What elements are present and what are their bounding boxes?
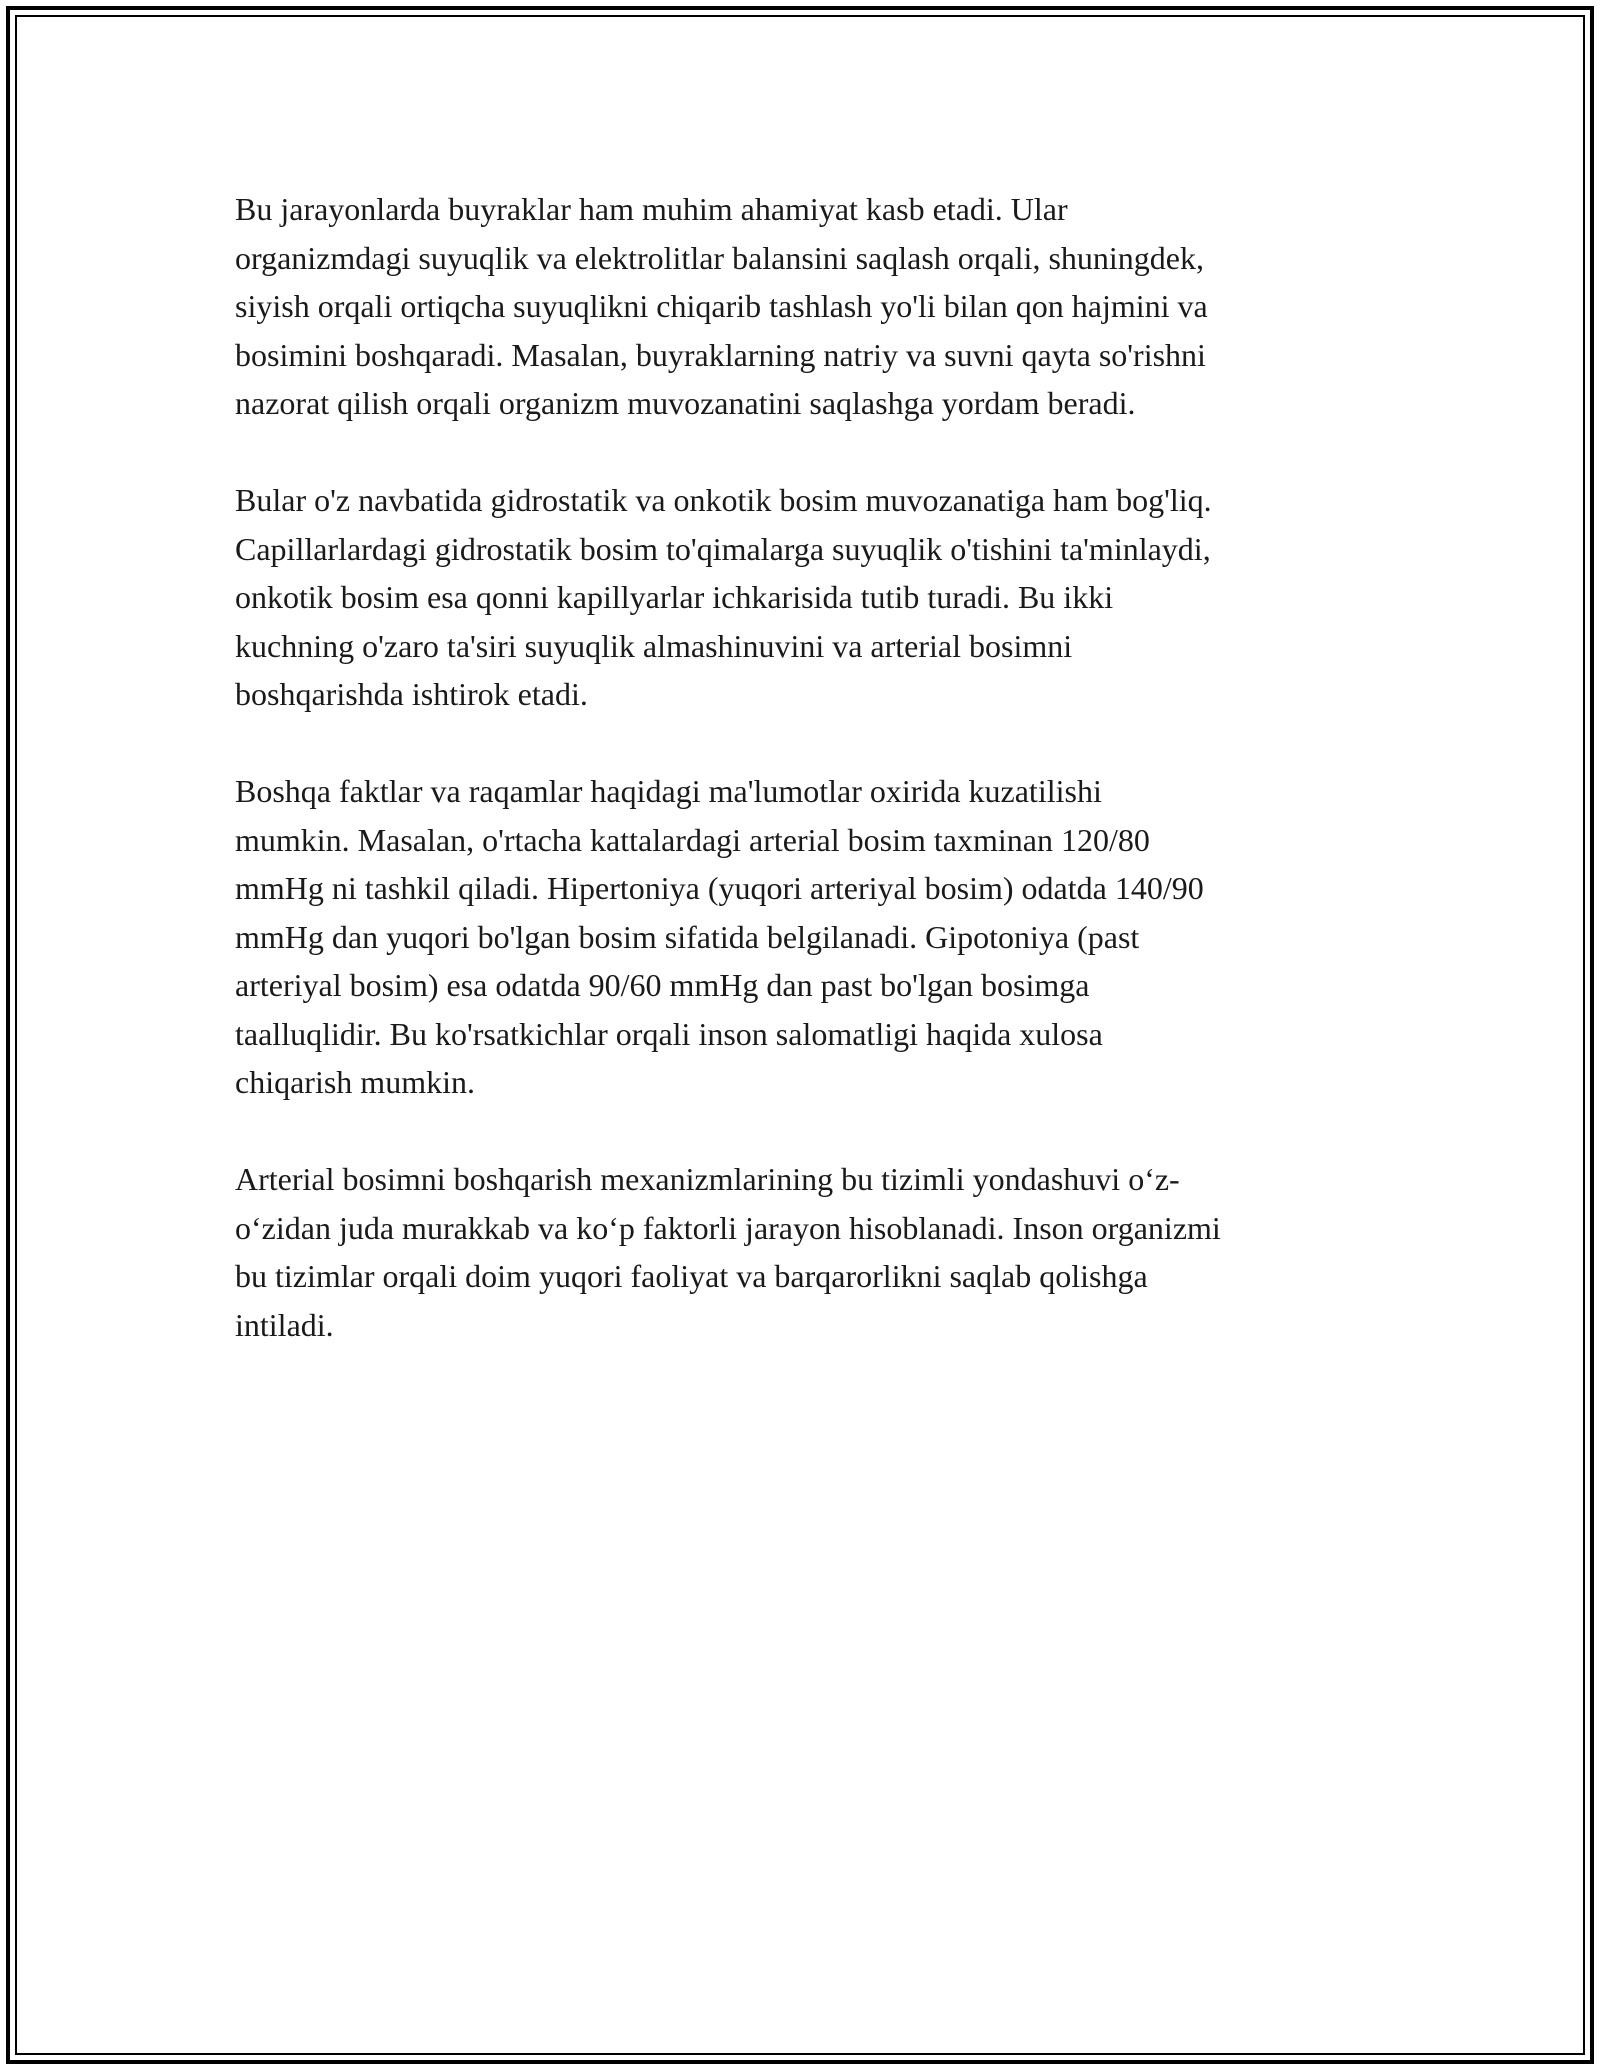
paragraph-facts-figures: Boshqa faktlar va raqamlar haqidagi ma'lumotlar oxirida kuzatilishi mumkin. Masalan, o'rtacha kattalardagi arterial bosim taxminan 120/80 mmHg ni tashkil qiladi. Hipertoniya (yuqori arteriyal bosim) odatda 140/90 mmHg dan yuqori bo'lgan bosim sifatida belgilanadi. Gipotoniya (past arteriyal bosim) esa odatda 90/60 mmHg dan past bo'lgan bosimga taalluqlidir. Bu ko'rsatkichlar orqali inson salomatligi haqida xulosa chiqarish mumkin.	[235, 773, 1204, 1100]
paragraph-pressure-balance: Bular o'z navbatida gidrostatik va onkotik bosim muvozanatiga ham bog'liq. Capillarlardagi gidrostatik bosim to'qimalarga suyuqlik o'tishini ta'minlaydi, onkotik bosim esa qonni kapillyarlar ichkarisida tutib turadi. Bu ikki kuchning o'zaro ta'siri suyuqlik almashinuvini va arterial bosimni boshqarishda ishtirok etadi.	[235, 482, 1212, 712]
paragraph-conclusion: Arterial bosimni boshqarish mexanizmlarining bu tizimli yondashuvi o‘z- o‘zidan juda murakkab va ko‘p faktorli jarayon hisoblanadi. Inson organizmi bu tizimlar orqali doim yuqori faoliyat va barqarorlikni saqlab qolishga intiladi.	[235, 1161, 1221, 1343]
document-body	[235, 185, 1375, 1349]
paragraph-kidneys: Bu jarayonlarda buyraklar ham muhim ahamiyat kasb etadi. Ular organizmdagi suyuqlik va elektrolitlar balansini saqlash orqali, shuningdek, siyish orqali ortiqcha suyuqlikni chiqarib tashlash yo'li bilan qon hajmini va bosimini boshqaradi. Masalan, buyraklarning natriy va suvni qayta so'rishni nazorat qilish orqali organizm muvozanatini saqlashga yordam beradi.	[235, 191, 1208, 421]
